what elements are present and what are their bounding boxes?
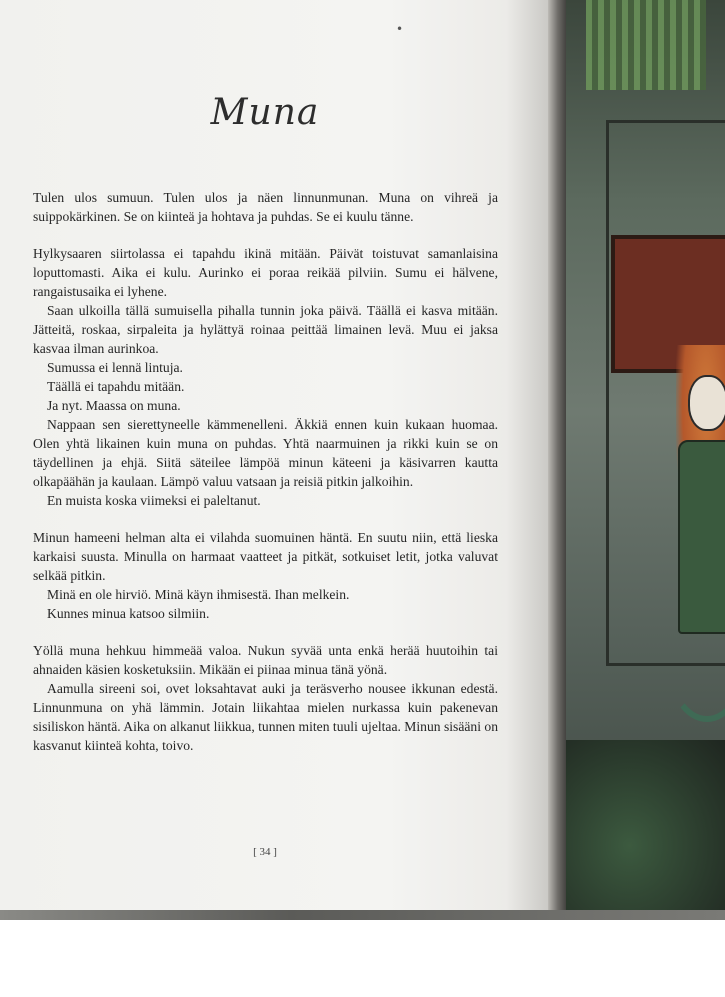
print-mark: • <box>396 22 404 36</box>
paragraph: Tulen ulos sumuun. Tulen ulos ja näen linnunmunan. Muna on vihreä ja suippokärkinen. Se on kiinteä ja hohtava ja puhdas. Se ei kuulu tänne. <box>33 190 498 224</box>
paragraph: Yöllä muna hehkuu himmeää valoa. Nukun syvää unta enkä herää huutoihin tai ahnaiden käsien kosketuksiin. Mikään ei piinaa minua tänä yönä. <box>33 643 498 677</box>
paragraph: Kunnes minua katsoo silmiin. <box>47 606 210 621</box>
paragraph: Minun hameeni helman alta ei vilahda suomuinen häntä. En suutu niin, että lieska karkaisi suusta. Minulla on harmaat vaatteet ja pitkät, sotkuiset letit, jotka valuvat selkää pitkin. <box>33 530 498 583</box>
moss-drawing <box>586 0 706 90</box>
paragraph: Aamulla sireeni soi, ovet loksahtavat auki ja teräsverho nousee ikkunan edestä. Linnunmuna on yhä lämmin. Jotain liikahtaa mielen nurkassa kuin pakenevan sisiliskon häntä. Aika on alkanut liikkua, tunnen miten tuuli ujeltaa. Minun sisääni on kasvanut kiinteä kohta, toivo. <box>33 681 498 753</box>
figure-face-drawing <box>688 375 725 431</box>
plants-drawing <box>566 740 725 916</box>
paragraph: Minä en ole hirviö. Minä käyn ihmisestä. Ihan melkein. <box>47 587 350 602</box>
paragraph: Hylkysaaren siirtolassa ei tapahdu ikinä mitään. Päivät toistuvat samanlaisina loputtomasti. Aika ei kulu. Aurinko ei poraa reikää pilviin. Sumu ei hälvene, rangaistusaika ei lyhene. <box>33 246 498 299</box>
paragraph: Saan ulkoilla tällä sumuisella pihalla tunnin joka päivä. Täällä ei kasva mitään. Jätteitä, roskaa, sirpaleita ja hylättyä roinaa peittää limainen levä. Muu ei jaksa kasvaa ilman aurinkoa. <box>33 303 498 356</box>
body-text <box>33 188 498 755</box>
paragraph: Ja nyt. Maassa on muna. <box>47 398 181 413</box>
paragraph: Nappaan sen sierettyneelle kämmenelleni. Äkkiä ennen kuin kukaan huomaa. Olen yhtä likainen kuin muna on puhdas. Yhtä naarmuinen ja rikki kuin se on täydellinen ja ehjä. Siitä säteilee lämpöä minun käteeni ja käsivarren kautta olkapäähän ja kaulaan. Lämpö valuu vatsaan ja reisiä pitkin jalkoihin. <box>33 417 498 489</box>
right-page-illustration <box>566 0 725 916</box>
page-edge-shadow <box>0 910 725 920</box>
paragraph: Täällä ei tapahdu mitään. <box>47 379 185 394</box>
paragraph: Sumussa ei lennä lintuja. <box>47 360 183 375</box>
scan-background <box>0 920 725 997</box>
paragraph: En muista koska viimeksi ei paleltanut. <box>47 493 261 508</box>
page-number: [ 34 ] <box>253 846 277 858</box>
chapter-title: Muna <box>210 92 320 133</box>
